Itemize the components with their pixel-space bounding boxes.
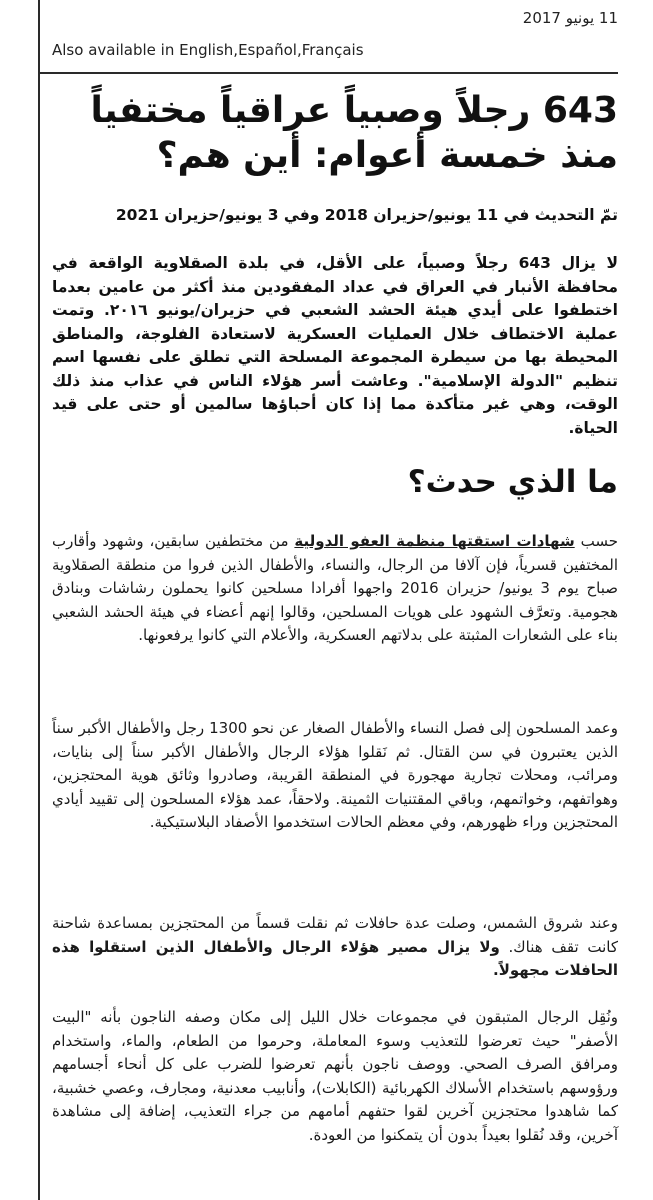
section-heading: ما الذي حدث؟ <box>407 464 618 500</box>
testimonies-link[interactable]: شهادات استقتها منظمة العفو الدولية <box>294 532 575 550</box>
language-link-spanish[interactable]: Español <box>238 41 297 59</box>
language-separator: , <box>296 41 302 59</box>
language-separator: , <box>233 41 239 59</box>
paragraph-yellow-house: ونُقِل الرجال المتبقون في مجموعات خلال الليل إلى مكان وصفه الناجون بأنه "البيت الأصفر" حيث تعرضوا للتعذيب وسوء المعاملة، وحرموا من الطعام، والماء، واستخدام ومرافق الصرف الصحي. ووصف ناجون بأنهم تعرضوا للضرب على كل أنحاء أجسامهم ورؤوسهم باستخدام الأسلاك الكهربائية (الكابلات)، وأنابيب معدنية، ومجارف، وعصي خشبية، كما شاهدوا محتجزين آخرين لقوا حتفهم أمامهم من جراء التعذيب، إضافة إلى مشاهدة آخرين، وقد نُقلوا بعيداً بدون أن يتمكنوا من العودة. <box>52 1008 618 1144</box>
article-page <box>52 0 618 1200</box>
lead-paragraph: لا يزال 643 رجلاً وصبياً، على الأقل، في بلدة الصقلاوية الواقعة في محافظة الأنبار في العراق في عداد المفقودين منذ أكثر من عامين بعدما اختطفوا على أيدي هيئة الحشد الشعبي في حزيران/يونيو ٢٠١٦. وتمت عملية الاختطاف خلال العمليات العسكرية لاستعادة الفلوجة، والمناطق المحيطة بها من سيطرة المجموعة المسلحة التي تطلق على نفسها اسم تنظيم "الدولة الإسلامية". وعاشت أسر هؤلاء الناس في عذاب منذ ذلك الوقت، وهي غير متأكدة مما إذا كان أحباؤها سالمين أو حتى على قيد الحياة. <box>52 254 619 437</box>
paragraph-buses <box>52 912 618 983</box>
also-available-line <box>52 40 364 60</box>
paragraph-text: من مختطفين سابقين، وشهود وأقارب المختفين قسرياً، فإن آلافا من الرجال، والنساء، والأطفال الذين فروا من منطقة الصقلاوية صباح يوم 3 يونيو/ حزيران 2016 واجهوا أفرادا مسلحين كانوا يحملون رشاشات وبنادق هجومية. وتعرَّف الشهود على هويات المسلحين، وقالوا إنهم أعضاء في هيئة الحشد الشعبي بناء على الشعارات المثبتة على بدلاتهم العسكرية، والأعلام التي كانوا يرفعونها. <box>52 532 618 644</box>
paragraph-separation: وعمد المسلحون إلى فصل النساء والأطفال الصغار عن نحو 1300 رجل والأطفال الأكبر سناً الذين يعتبرون في سن القتال. ثم نَقلوا هؤلاء الرجال والأطفال الأكبر سناً إلى بنايات، ومرائب، ومحلات تجارية مهجورة في المنطقة القريبة، وصادروا وثائق هوية المحتجزين، وهواتفهم، وخواتمهم، وباقي المقتنيات الثمينة. ولاحقاً، عمد هؤلاء المسلحون إلى تقييد أيادي المحتجزين وراء ظهورهم، وفي معظم الحالات استخدموا الأصفاد البلاستيكية. <box>52 719 618 831</box>
language-link-english[interactable]: English <box>179 41 234 59</box>
update-notice: تمّ التحديث في 11 يونيو/حزيران 2018 وفي 3 يونيو/حزيران 2021 <box>115 206 618 224</box>
header-divider <box>38 72 618 74</box>
paragraph-text: وعند شروق الشمس، وصلت عدة حافلات ثم نقلت قسماً من المحتجزين بمساعدة شاحنة كانت تقف هناك. <box>52 914 618 956</box>
publish-date: 11 يونيو 2017 <box>522 9 618 27</box>
paragraph-testimonies <box>52 530 618 648</box>
paragraph-text: حسب <box>574 532 618 550</box>
article-title: 643 رجلاً وصبياً عراقياً مختفياً منذ خمسة أعوام: أين هم؟ <box>90 90 618 176</box>
language-link-french[interactable]: Français <box>301 41 364 59</box>
also-available-label: Also available in <box>52 41 175 59</box>
highlighted-text: ولا يزال مصير هؤلاء الرجال والأطفال الذين استقلوا هذه الحافلات مجهولاً. <box>52 937 618 979</box>
